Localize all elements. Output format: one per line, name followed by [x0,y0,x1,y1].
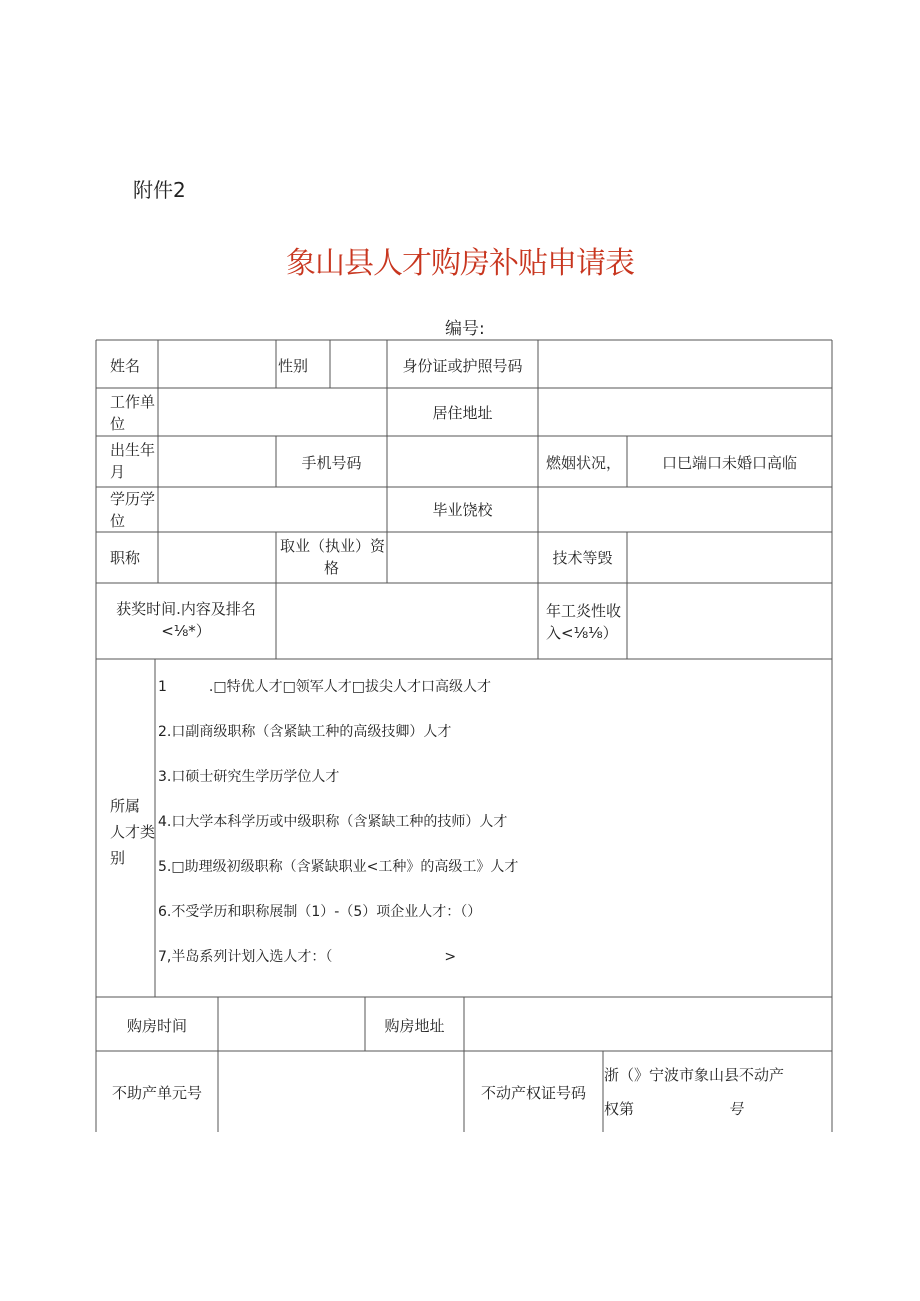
professional-title-label: 职称 [110,549,141,567]
marital-status-label: 燃姻状况， [546,454,622,472]
annual-income-field[interactable] [629,584,830,658]
address-label: 居住地址 [432,404,493,422]
school-label: 毕业饶校 [432,501,493,519]
school-field[interactable] [540,488,830,531]
talent-category-option-4[interactable]: 4.口大学本科学历或中级职称（含紧缺工种的技师）人才 [158,814,508,830]
form-title: 象山县人才购房补贴申请表 [286,246,634,281]
talent-category-option-7[interactable]: 7,半岛系列计划入选人才：（ > [158,949,457,965]
qualification-field[interactable] [389,533,536,582]
birth-field[interactable] [160,437,274,485]
education-label: 学历学 位 [110,490,156,530]
certificate-number-field[interactable]: 浙（》宁波市象山县不动产 权第 号 [604,1066,785,1118]
name-label: 姓名 [110,357,141,375]
award-field[interactable] [278,584,536,658]
talent-category-option-2[interactable]: 2.口副商级职称（含紧缺工种的高级技卿）人才 [158,724,452,740]
talent-category-option-3[interactable]: 3.口硕士研究生学历学位人才 [158,769,340,785]
property-unit-label: 不助产单元号 [111,1084,202,1102]
birth-label: 出生年 月 [110,441,156,481]
phone-field[interactable] [389,437,536,485]
education-field[interactable] [160,488,386,531]
id-number-field[interactable] [540,341,830,387]
skill-level-label: 技术等毁 [552,549,613,567]
serial-number-label: 编号: [445,319,485,339]
marital-options[interactable]: 口巳端口未婚口高临 [661,454,797,472]
talent-category-label: 所属 人才类 别 [110,797,156,867]
gender-field[interactable] [332,341,385,387]
address-field[interactable] [540,389,830,435]
purchase-time-field[interactable] [220,998,363,1050]
work-unit-field[interactable] [160,389,386,435]
purchase-address-field[interactable] [466,998,830,1050]
annual-income-label: 年工炎性收 入<⅛⅛） [546,602,622,642]
purchase-time-label: 购房时间 [126,1017,187,1035]
property-unit-field[interactable] [220,1052,462,1131]
professional-title-field[interactable] [160,533,274,582]
certificate-number-label: 不动产权证号码 [480,1084,586,1102]
talent-category-option-5[interactable]: 5.□助理级初级职称（含紧缺职业<工种》的高级工》人才 [158,859,519,875]
talent-category-option-6[interactable]: 6.不受学历和职称展制（1）-（5）项企业人才：（） [158,904,482,920]
work-unit-label: 工作单 位 [110,393,156,433]
talent-category-option-1[interactable]: 1 .□特优人才□领军人才□拔尖人才口高级人才 [158,679,492,695]
skill-level-field[interactable] [629,533,830,582]
id-number-label: 身份证或护照号码 [402,357,523,375]
purchase-address-label: 购房地址 [384,1017,445,1035]
phone-label: 手机号码 [301,454,362,472]
qualification-label: 取业（执业）资 格 [280,537,386,577]
gender-label: 性别 [278,357,309,375]
name-field[interactable] [160,341,274,387]
attachment-label: 附件2 [133,178,186,202]
award-label: 获奖时间.内容及排名 <⅛*） [116,600,256,640]
